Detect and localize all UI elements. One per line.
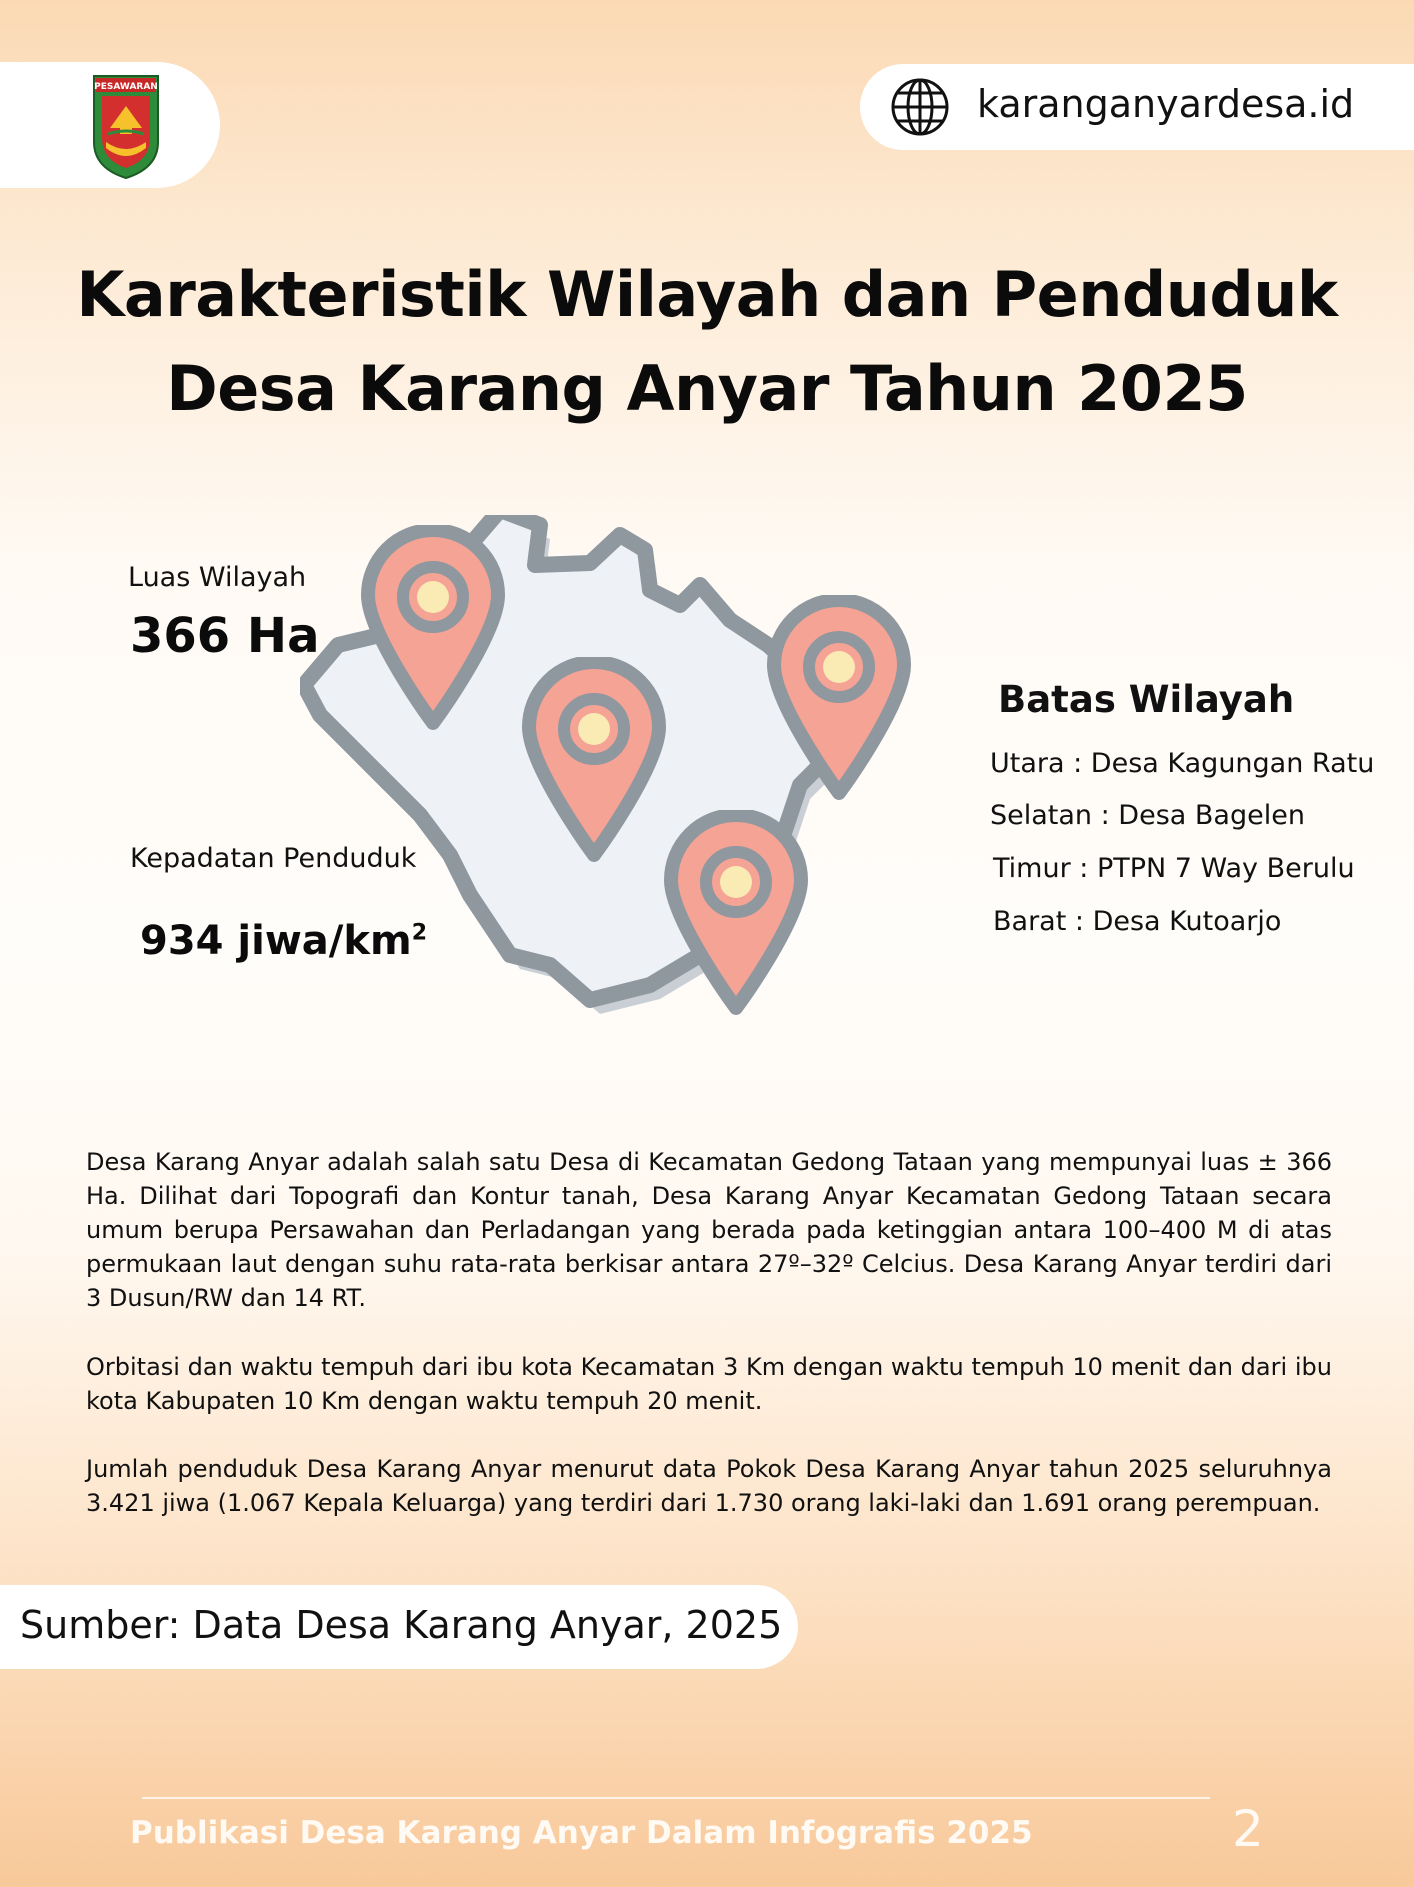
pesawaran-emblem-icon <box>90 72 162 180</box>
page-number: 2 <box>1232 1800 1264 1858</box>
luas-wilayah-value: 366 Ha <box>130 608 320 664</box>
paragraph-penduduk: Jumlah penduduk Desa Karang Anyar menurut data Pokok Desa Karang Anyar tahun 2025 seluruhnya 3.421 jiwa (1.067 Kepala Keluarga) yang terdiri dari 1.730 orang laki-laki dan 1.691 orang perempuan. <box>86 1455 1332 1517</box>
logo-pill <box>0 62 220 188</box>
location-pin-icon <box>766 595 912 801</box>
batas-barat: Barat : Desa Kutoarjo <box>993 906 1282 937</box>
page-title-line-1: Karakteristik Wilayah dan Penduduk <box>76 258 1338 331</box>
location-pin-icon <box>663 810 809 1016</box>
footer-divider <box>142 1797 1210 1799</box>
location-pin-icon <box>521 657 667 863</box>
website-link[interactable]: karanganyardesa.id <box>977 82 1355 126</box>
kepadatan-label: Kepadatan Penduduk <box>130 843 417 874</box>
logo-text: PESAWARAN <box>94 82 158 92</box>
batas-timur: Timur : PTPN 7 Way Berulu <box>993 853 1355 884</box>
paragraph-orbitasi: Orbitasi dan waktu tempuh dari ibu kota Kecamatan 3 Km dengan waktu tempuh 10 menit dan dari ibu kota Kabupaten 10 Km dengan waktu tempuh 20 menit. <box>86 1353 1332 1415</box>
page-title <box>0 248 1414 436</box>
kepadatan-number: 934 jiwa/km <box>140 918 412 964</box>
location-pin-icon <box>360 525 506 731</box>
batas-wilayah-title: Batas Wilayah <box>998 678 1295 721</box>
batas-utara: Utara : Desa Kagungan Ratu <box>990 748 1375 779</box>
footer-publication: Publikasi Desa Karang Anyar Dalam Infografis 2025 <box>130 1815 1033 1851</box>
paragraph-geografi: Desa Karang Anyar adalah salah satu Desa di Kecamatan Gedong Tataan yang mempunyai luas ± 366 Ha. Dilihat dari Topografi dan Kontur tanah, Desa Karang Anyar Kecamatan Gedong Tataan secara umum berupa Persawahan dan Perladangan yang berada pada ketinggian antara 100–400 M di atas permukaan laut dengan suhu rata-rata berkisar antara 27º–32º Celcius. Desa Karang Anyar terdiri dari 3 Dusun/RW dan 14 RT. <box>86 1148 1332 1312</box>
luas-wilayah-label: Luas Wilayah <box>128 562 307 593</box>
page-title-line-2: Desa Karang Anyar Tahun 2025 <box>166 352 1248 425</box>
website-pill[interactable] <box>860 64 1414 150</box>
batas-selatan: Selatan : Desa Bagelen <box>990 800 1305 831</box>
kepadatan-sup: 2 <box>411 920 427 946</box>
source-pill <box>0 1585 798 1669</box>
kepadatan-value <box>140 918 427 964</box>
globe-icon <box>890 77 950 137</box>
source-text: Sumber: Data Desa Karang Anyar, 2025 <box>20 1603 783 1647</box>
